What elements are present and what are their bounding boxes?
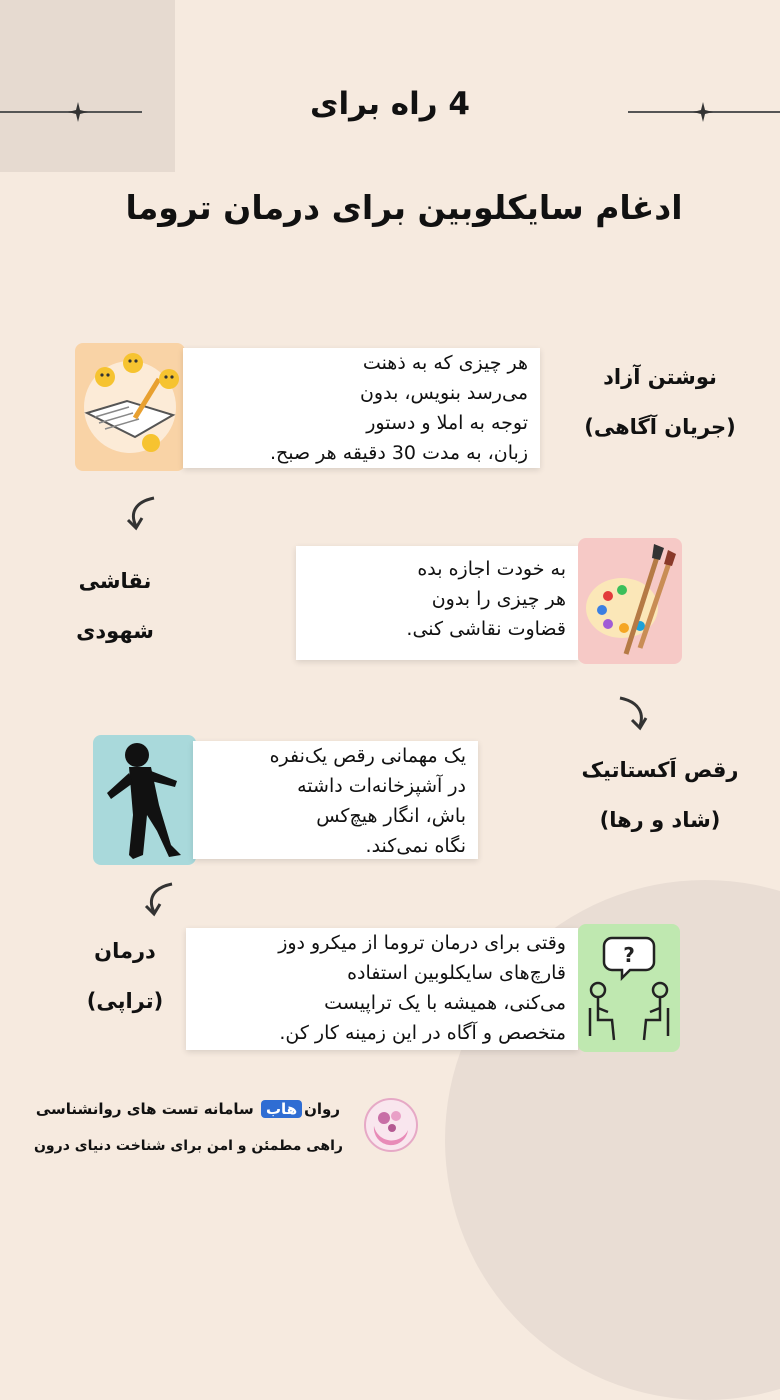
brand-name: روان xyxy=(304,1100,340,1118)
page-title-line2: ادغام سایکلوبین برای درمان تروما xyxy=(125,188,683,227)
step-name-line: (جریان آگاهی) xyxy=(584,415,736,439)
step-text-line: می‌کنی، همیشه با یک تراپیست xyxy=(324,992,566,1014)
journal-writing-icon xyxy=(75,343,185,471)
curved-arrow-icon xyxy=(614,692,654,734)
step-text-line: نگاه نمی‌کند. xyxy=(365,835,466,857)
step-text-line: در آشپزخانه‌ات داشته xyxy=(297,775,466,797)
step-name-line: نقاشی xyxy=(78,569,152,593)
step-card-free-writing xyxy=(183,348,540,468)
brand-highlight: هاب xyxy=(261,1100,302,1118)
step-card-therapy xyxy=(186,928,578,1050)
step-text-line: می‌رسد بنویس، بدون xyxy=(359,382,528,404)
step-card-intuitive-painting xyxy=(296,546,578,660)
paint-palette-icon xyxy=(578,538,682,664)
step-text-line: قضاوت نقاشی کنی. xyxy=(406,618,566,640)
therapy-session-icon xyxy=(578,924,680,1052)
curved-arrow-icon xyxy=(140,878,180,920)
svg-text:?: ? xyxy=(623,943,635,967)
step-name-ecstatic-dance xyxy=(540,745,780,845)
dancer-icon xyxy=(93,735,196,865)
step-text-line: متخصص و آگاه در این زمینه کار کن. xyxy=(279,1022,566,1044)
footer-brand xyxy=(36,1100,340,1118)
step-text-line: یک مهمانی رقص یک‌نفره xyxy=(269,745,466,767)
step-text-line: توجه به املا و دستور xyxy=(366,412,528,434)
step-text-line: هر چیزی را بدون xyxy=(431,588,566,610)
step-name-line: (تراپی) xyxy=(86,989,164,1013)
step-name-line: نوشتن آزاد xyxy=(603,365,717,389)
step-card-ecstatic-dance xyxy=(193,741,478,859)
step-name-line: رقص اَکستاتیک xyxy=(581,758,739,782)
brand-tagline: سامانه تست های روانشناسی xyxy=(35,1100,254,1118)
step-name-intuitive-painting xyxy=(15,556,215,656)
curved-arrow-icon xyxy=(122,492,162,534)
page-title-line1: 4 راه برای xyxy=(310,86,470,122)
step-text-line: به خودت اجازه بده xyxy=(417,558,566,580)
step-text-line: وقتی برای درمان تروما از میکرو دوز xyxy=(278,932,566,954)
step-text-line: قارچ‌های سایکلوبین استفاده xyxy=(347,962,566,984)
step-name-free-writing xyxy=(545,352,775,452)
step-name-line: شهودی xyxy=(76,619,154,643)
step-text-line: زبان، به مدت 30 دقیقه هر صبح. xyxy=(269,442,528,464)
step-text-line: باش، انگار هیچ‌کس xyxy=(316,805,466,827)
step-name-line: درمان xyxy=(94,939,156,963)
step-name-line: (شاد و رها) xyxy=(599,808,721,832)
ravanhub-logo xyxy=(362,1096,420,1154)
step-text-line: هر چیزی که به ذهنت xyxy=(362,352,528,374)
footer-slogan: راهی مطمئن و امن برای شناخت دنیای درون xyxy=(33,1138,343,1154)
